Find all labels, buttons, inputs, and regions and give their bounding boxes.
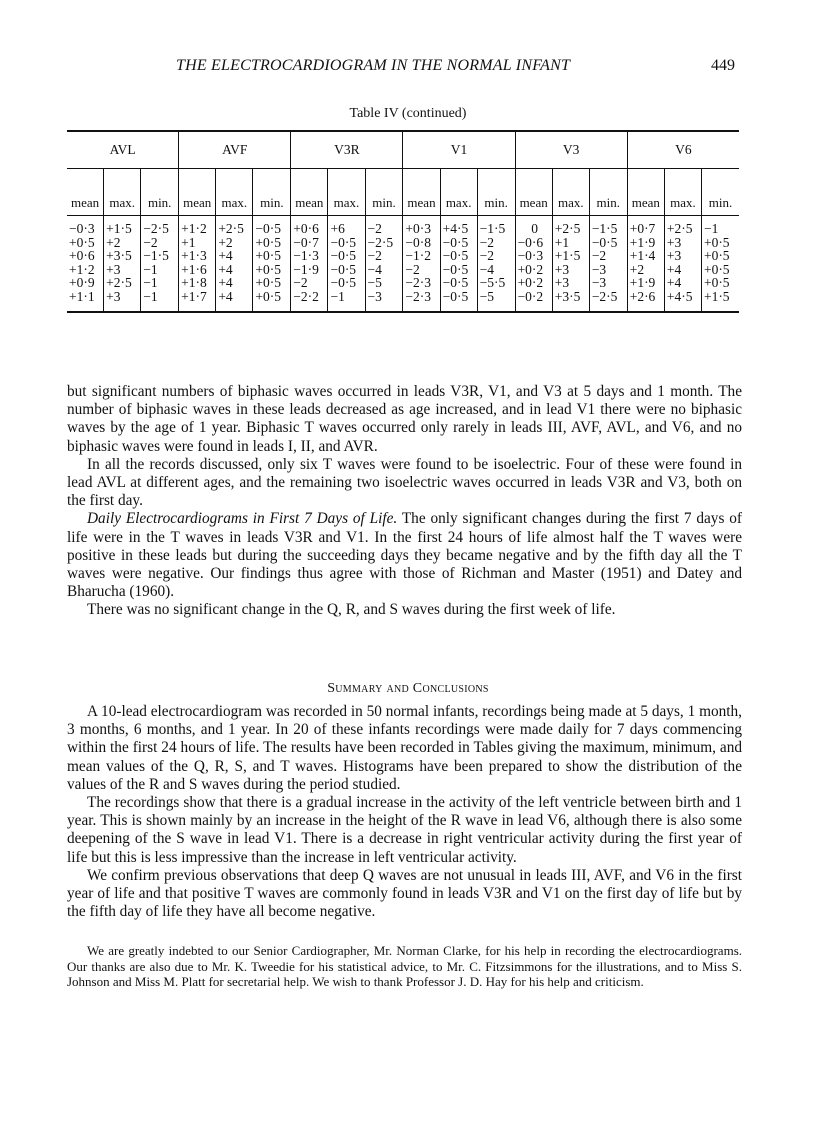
- table-cell: +3: [104, 290, 141, 313]
- table-cell: −5·5: [477, 276, 515, 290]
- table-cell: +1·5: [104, 216, 141, 236]
- table-cell: −2: [403, 263, 440, 277]
- table-cell: −3: [365, 290, 403, 313]
- table-row: [67, 290, 739, 313]
- table-cell: −0·5: [440, 276, 477, 290]
- table-cell: +0·5: [701, 276, 739, 290]
- table-cell: −2·3: [403, 290, 440, 313]
- table-cell: −1·5: [477, 216, 515, 236]
- table-cell: +3: [664, 236, 701, 250]
- table-cell: −0·3: [515, 249, 552, 263]
- table-body: [67, 216, 739, 313]
- values-table: [67, 130, 739, 313]
- table-cell: +3: [104, 263, 141, 277]
- table-group-header: [67, 131, 739, 169]
- table-cell: +4·5: [664, 290, 701, 313]
- table-cell: +1·4: [627, 249, 664, 263]
- table-cell: −0·5: [440, 263, 477, 277]
- running-head: [0, 57, 816, 81]
- table-cell: −1·9: [291, 263, 328, 277]
- table-cell: −1·3: [291, 249, 328, 263]
- table-row: [67, 276, 739, 290]
- table-cell: +0·5: [69, 234, 95, 250]
- paragraph: In all the records discussed, only six T waves were found to be isoelectric. Four of these were found in lead AVL at different ages, and the remaining two isoelectric waves occurred in leads V3R and V3, both on the first day.: [67, 455, 742, 510]
- subheader-mean: mean: [627, 191, 664, 216]
- table-row: [67, 216, 739, 236]
- table-cell: +3: [552, 276, 589, 290]
- table-cell: +1·5: [701, 290, 739, 313]
- table-cell: −3: [589, 276, 627, 290]
- table-cell: +3·5: [552, 290, 589, 313]
- acknowledgement-text: We are greatly indebted to our Senior Cardiographer, Mr. Norman Clarke, for his help in recording the electrocardiograms. Our thanks are also due to Mr. K. Tweedie for his statistical advice, to Mr. C. Fitzsimmons for the illustrations, and to Miss S. Johnson and Miss M. Platt for secretarial help. We wish to thank Professor J. D. Hay for his help and criticism.: [67, 943, 742, 989]
- table-row: [67, 236, 739, 250]
- subheader-max: max.: [440, 191, 477, 216]
- table-cell: −0·5: [440, 236, 477, 250]
- paragraph: The recordings show that there is a gradual increase in the activity of the left ventricle between birth and 1 year. This is shown mainly by an increase in the height of the R wave in lead V6, although there is also some deepening of the S wave in lead V1. There is a decrease in right ventricular activity during the first year of life but this is less impressive than the increase in left ventricular activity.: [67, 794, 742, 866]
- subheader-mean: mean: [403, 191, 440, 216]
- subheader-min: min.: [365, 191, 403, 216]
- group-header-avl: AVL: [67, 131, 179, 169]
- paragraph: We confirm previous observations that deep Q waves are not unusual in leads III, AVF, and V6 in the first year of life and that positive T waves are commonly found in leads V3R and V1 on the first day of life but by the fifth day of life they have all become negative.: [67, 866, 742, 921]
- table-cell: −5: [365, 276, 403, 290]
- paragraph: but significant numbers of biphasic waves occurred in leads V3R, V1, and V3 at 5 days and 1 month. The number of biphasic waves in these leads decreased as age increased, and in lead V1 there were no biphasic waves by the age of 1 year. Biphasic T waves occurred only rarely in leads III, AVF, AVL, and V6, and no biphasic waves were found in leads I, II, and AVR.: [67, 383, 742, 455]
- subheader-min: min.: [141, 191, 179, 216]
- subheader-max: max.: [104, 191, 141, 216]
- table-cell: +0·7: [627, 216, 664, 236]
- table-cell: +0·5: [253, 290, 291, 313]
- paragraph-text: The only significant changes during the first 7 days of life were in the T waves in leads V3R and V1. In the first 24 hours of life almost half the T waves were positive in these leads but during the succeeding days they became negative and by the fifth day all the T waves were negative. Our findings thus agree with those of Richman and Master (1951) and Datey and Bharucha (1960).: [67, 510, 742, 601]
- group-header-v3r: V3R: [291, 131, 403, 169]
- table-cell: −2: [291, 276, 328, 290]
- table-cell: +4: [216, 263, 253, 277]
- subsection-heading: Daily Electrocardiograms in First 7 Days of Life.: [87, 510, 398, 528]
- table-cell: −0·5: [440, 290, 477, 313]
- table-cell: +1·9: [627, 236, 664, 250]
- table-cell: +0·5: [253, 236, 291, 250]
- body-text: [67, 383, 742, 620]
- table-cell: +0·5: [253, 276, 291, 290]
- table-cell: −0·3: [69, 221, 95, 236]
- table-cell: +4: [664, 276, 701, 290]
- group-header-v1: V1: [403, 131, 515, 169]
- table-cell: +3: [664, 249, 701, 263]
- table-cell: −2·3: [403, 276, 440, 290]
- table-cell: +1·3: [179, 249, 216, 263]
- table-cell: +0·2: [515, 276, 552, 290]
- table-cell: −0·8: [403, 236, 440, 250]
- group-header-v6: V6: [627, 131, 739, 169]
- table-cell: −0·5: [328, 263, 365, 277]
- subheader-max: max.: [664, 191, 701, 216]
- table-cell: +1·8: [179, 276, 216, 290]
- table-cell: −2: [477, 249, 515, 263]
- subheader-mean: mean: [515, 191, 552, 216]
- table-cell: −1·5: [589, 216, 627, 236]
- table-cell: +1: [552, 236, 589, 250]
- table-cell: −2: [365, 249, 403, 263]
- table-cell: −2: [141, 236, 179, 250]
- table-cell: +1·9: [627, 276, 664, 290]
- table-cell: +4·5: [440, 216, 477, 236]
- table-cell: +2: [216, 236, 253, 250]
- table-cell: +1·2: [179, 216, 216, 236]
- table-cell: +1·1: [69, 288, 95, 304]
- table-row: [67, 249, 739, 263]
- subheader-max: max.: [552, 191, 589, 216]
- table-cell: −2·2: [291, 290, 328, 313]
- table-cell: +0·5: [701, 263, 739, 277]
- subheader-min: min.: [589, 191, 627, 216]
- table-cell: +0·9: [69, 275, 95, 290]
- table-cell: +4: [216, 249, 253, 263]
- subheader-mean: mean: [179, 191, 216, 216]
- paragraph: A 10-lead electrocardiogram was recorded in 50 normal infants, recordings being made at 5 days, 1 month, 3 months, 6 months, and 1 year. In 20 of these infants recordings were made daily for 7 days commencing within the first 24 hours of life. The results have been recorded in Tables giving the maximum, minimum, and mean values of the Q, R, S, and T waves. Histograms have been prepared to show the distribution of the values of the R and S waves during the period studied.: [67, 703, 742, 793]
- subheader-min: min.: [477, 191, 515, 216]
- table-cell: −0·5: [328, 276, 365, 290]
- subheader-max: max.: [216, 191, 253, 216]
- table-cell: −1: [141, 290, 179, 313]
- table-cell: +0·5: [253, 249, 291, 263]
- table-cell: −2·5: [141, 216, 179, 236]
- table-cell: +0·5: [253, 263, 291, 277]
- table-cell: +2: [104, 236, 141, 250]
- table-cell: +3·5: [104, 249, 141, 263]
- table-cell: +6: [328, 216, 365, 236]
- table-cell: +0·2: [515, 263, 552, 277]
- table-cell: −4: [477, 263, 515, 277]
- table-bottom-rule: [67, 312, 739, 313]
- table-cell: +4: [664, 263, 701, 277]
- table-cell: +0·6: [291, 216, 328, 236]
- paragraph: There was no significant change in the Q, R, and S waves during the first week of life.: [87, 601, 616, 619]
- table-cell: −1·2: [403, 249, 440, 263]
- table-cell: +1: [179, 236, 216, 250]
- table-cell: −2·5: [365, 236, 403, 250]
- acknowledgement: [67, 943, 742, 990]
- table-cell: +1·5: [552, 249, 589, 263]
- table-cell: +0·5: [701, 249, 739, 263]
- table-cell: +3: [552, 263, 589, 277]
- table-cell: +4: [216, 290, 253, 313]
- table-cell: −5: [477, 290, 515, 313]
- table-cell: −2·5: [589, 290, 627, 313]
- table-cell: +1·6: [179, 263, 216, 277]
- table-caption: Table IV (continued): [349, 106, 467, 121]
- table-cell: −0·5: [328, 249, 365, 263]
- table-cell: −3: [589, 263, 627, 277]
- table-cell: +2·5: [104, 276, 141, 290]
- table-cell: +4: [216, 276, 253, 290]
- table-cell: −1: [141, 276, 179, 290]
- table-cell: −1: [141, 263, 179, 277]
- running-title: THE ELECTROCARDIOGRAM IN THE NORMAL INFANT: [176, 57, 571, 74]
- page-number: 449: [711, 57, 735, 74]
- table-cell: −0·5: [589, 236, 627, 250]
- table-cell: −2: [365, 216, 403, 236]
- table-cell: −1·5: [141, 249, 179, 263]
- table-row: [67, 263, 739, 277]
- table-cell: +1·2: [69, 261, 95, 277]
- table-cell: −0·5: [328, 236, 365, 250]
- table-cell: 0: [515, 216, 552, 236]
- table-cell: −0·7: [291, 236, 328, 250]
- table-cell: +2: [627, 263, 664, 277]
- table-cell: −2: [477, 236, 515, 250]
- group-header-v3: V3: [515, 131, 627, 169]
- table-subheader: [67, 191, 739, 216]
- table-cell: −0·5: [440, 249, 477, 263]
- subheader-min: min.: [253, 191, 291, 216]
- table-cell: +0·6: [69, 248, 95, 263]
- table-cell: −2: [589, 249, 627, 263]
- subheader-mean: mean: [291, 191, 328, 216]
- table-cell: +2·5: [216, 216, 253, 236]
- table-cell: +2·5: [664, 216, 701, 236]
- table-spacer: [67, 169, 739, 192]
- paragraph: [67, 510, 742, 601]
- subheader-max: max.: [328, 191, 365, 216]
- table-cell: +1·7: [179, 290, 216, 313]
- group-header-avf: AVF: [179, 131, 291, 169]
- table-cell: +2·5: [552, 216, 589, 236]
- subheader-mean: mean: [67, 191, 104, 216]
- table-cell: −0·2: [515, 290, 552, 313]
- table-cell: +2·6: [627, 290, 664, 313]
- table-cell: −4: [365, 263, 403, 277]
- table-cell: +0·5: [701, 236, 739, 250]
- subheader-min: min.: [701, 191, 739, 216]
- table-cell: −1: [701, 216, 739, 236]
- summary-text: [67, 703, 742, 921]
- table-cell: −0·6: [515, 236, 552, 250]
- table-cell: −0·5: [253, 216, 291, 236]
- section-heading: Summary and Conclusions: [327, 681, 489, 696]
- table-cell: +0·3: [403, 216, 440, 236]
- table-cell: −1: [328, 290, 365, 313]
